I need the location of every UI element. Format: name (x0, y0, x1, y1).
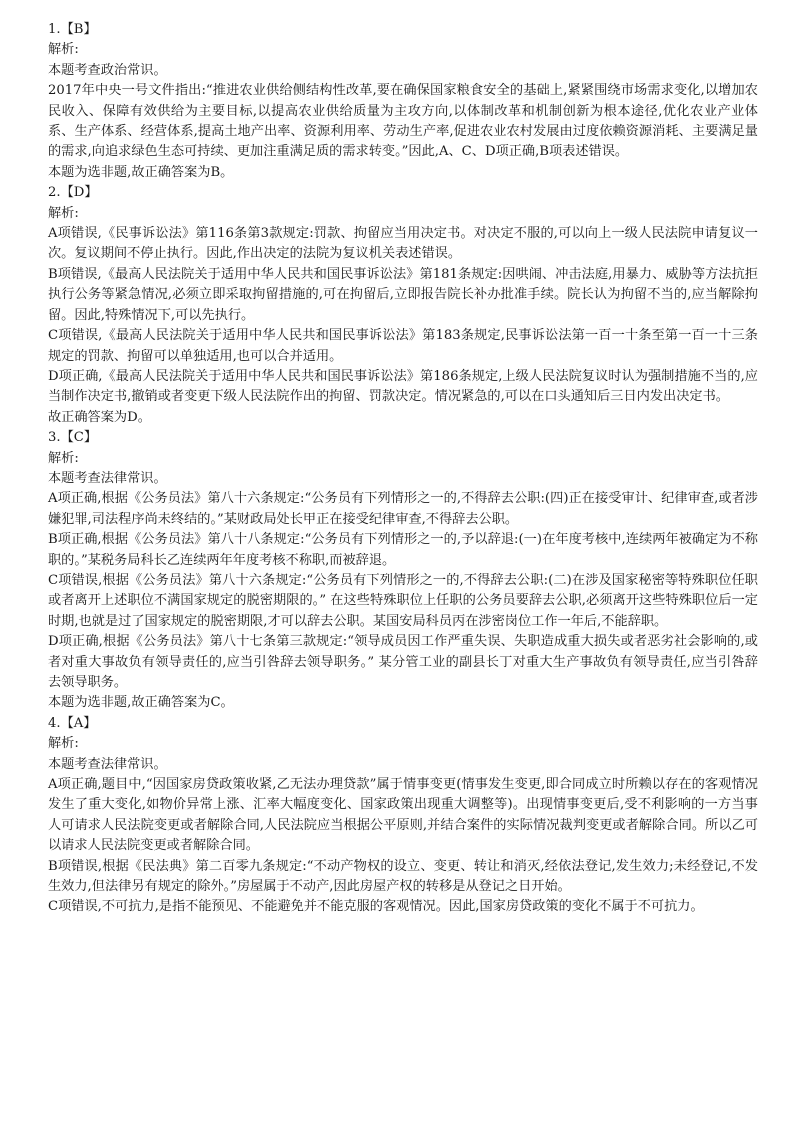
conclusion-line: 本题为选非题,故正确答案为C。 (48, 695, 234, 711)
analysis-label: 解析: (48, 42, 79, 58)
conclusion-line: 本题为选非题,故正确答案为B。 (48, 164, 234, 180)
option-a-paragraph: A项正确,根据《公务员法》第八十六条规定:“公务员有下列情形之一的,不得辞去公职:(四)正在接受审计、纪律审查,或者涉嫌犯罪,司法程序尚未终结的。”某财政局处长甲正在接受纪律审查,不得辞去公职。 (48, 491, 758, 527)
option-c-paragraph: C项错误,不可抗力,是指不能预见、不能避免并不能克服的客观情况。因此,国家房贷政策的变化不属于不可抗力。 (48, 899, 704, 915)
option-b-paragraph: B项正确,根据《公务员法》第八十八条规定:“公务员有下列情形之一的,予以辞退:(一)在年度考核中,连续两年被确定为不称职的。”某税务局科长乙连续两年年度考核不称职,而被辞退。 (48, 532, 758, 568)
option-b-paragraph: B项错误,根据《民法典》第二百零九条规定:“不动产物权的设立、变更、转让和消灭,经依法登记,发生效力;未经登记,不发生效力,但法律另有规定的除外。”房屋属于不动产,因此房屋产权的转移是从登记之日开始。 (48, 858, 758, 895)
answer-heading-4: 4.【A】 (48, 715, 97, 731)
option-a-paragraph: A项正确,题目中,“因国家房贷政策收紧,乙无法办理贷款”属于情事变更(情事发生变更,即合同成立时所赖以存在的客观情况发生了重大变化,如物价异常上涨、汇率大幅度变化、国家政策出现重大调整等)。出现情事变更后,受不利影响的一方当事人可请求人民法院变更或者解除合同,人民法院应当根据公平原则,并结合案件的实际情况裁判变更或者解除合同。所以乙可以请求人民法院变更或者解除合同。 (48, 777, 758, 854)
topic-line: 本题考查政治常识。 (48, 62, 167, 78)
option-c-paragraph: C项错误,根据《公务员法》第八十六条规定:“公务员有下列情形之一的,不得辞去公职:(二)在涉及国家秘密等特殊职位任职或者离开上述职位不满国家规定的脱密期限的。” 在这些特殊职位上任职的公务员要辞去公职,必须离开这些特殊职位后一定时期,也就是过了国家规定的脱密期限,才可以辞去公职。某国安局科员丙在涉密岗位工作一年后,不能辞职。 (48, 572, 758, 629)
paragraph: 2017年中央一号文件指出:“推进农业供给侧结构性改革,要在确保国家粮食安全的基础上,紧紧围绕市场需求变化,以增加农民收入、保障有效供给为主要目标,以提高农业供给质量为主攻方向,以体制改革和机制创新为根本途径,优化农业产业体系、生产体系、经营体系,提高土地产出率、资源利用率、劳动生产率,促进农业农村发展由过度依赖资源消耗、主要满足量的需求,向追求绿色生态可持续、更加注重满足质的需求转变。”因此,A、C、D项正确,B项表述错误。 (48, 83, 758, 160)
document-body (48, 20, 758, 918)
option-d-paragraph: D项正确,《最高人民法院关于适用中华人民共和国民事诉讼法》第186条规定,上级人民法院复议时认为强制措施不当的,应当制作决定书,撤销或者变更下级人民法院作出的拘留、罚款决定。情况紧急的,可以在口头通知后三日内发出决定书。 (48, 368, 758, 405)
topic-line: 本题考查法律常识。 (48, 470, 167, 486)
option-a-paragraph: A项错误,《民事诉讼法》第116条第3款规定:罚款、拘留应当用决定书。对决定不服的,可以向上一级人民法院申请复议一次。复议期间不停止执行。因此,作出决定的法院为复议机关表述错误。 (48, 226, 758, 262)
answer-heading-1: 1.【B】 (48, 22, 97, 37)
analysis-label: 解析: (48, 736, 79, 752)
option-d-paragraph: D项正确,根据《公务员法》第八十七条第三款规定:“领导成员因工作严重失误、失职造成重大损失或者恶劣社会影响的,或者对重大事故负有领导责任的,应当引咎辞去领导职务。” 某分管工业的副县长丁对重大生产事故负有领导责任,应当引咎辞去领导职务。 (48, 634, 758, 690)
answer-heading-3: 3.【C】 (48, 430, 98, 446)
option-b-paragraph: B项错误,《最高人民法院关于适用中华人民共和国民事诉讼法》第181条规定:因哄闹、冲击法庭,用暴力、威胁等方法抗拒执行公务等紧急情况,必须立即采取拘留措施的,可在拘留后,立即报告院长补办批准手续。院长认为拘留不当的,应当解除拘留。因此,特殊情况下,可以先执行。 (48, 266, 758, 323)
topic-line: 本题考查法律常识。 (48, 756, 167, 772)
conclusion-line: 故正确答案为D。 (48, 409, 151, 425)
option-c-paragraph: C项错误,《最高人民法院关于适用中华人民共和国民事诉讼法》第183条规定,民事诉讼法第一百一十条至第一百一十三条规定的罚款、拘留可以单独适用,也可以合并适用。 (48, 328, 758, 364)
answer-heading-2: 2.【D】 (48, 185, 98, 201)
analysis-label: 解析: (48, 205, 79, 221)
analysis-label: 解析: (48, 450, 79, 466)
